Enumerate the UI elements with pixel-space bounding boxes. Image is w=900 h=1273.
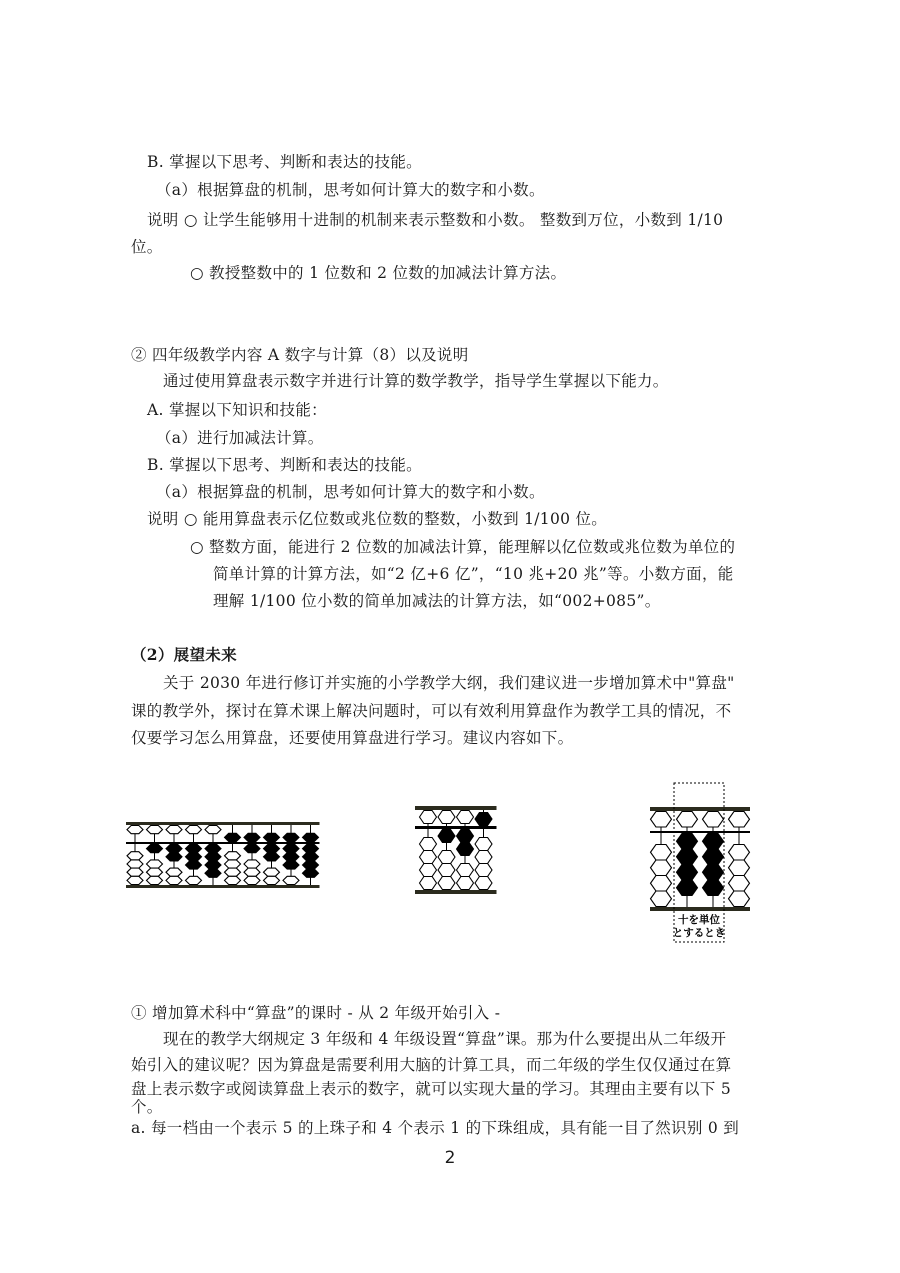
heaven-bead <box>283 833 299 841</box>
earth-bead <box>703 849 724 865</box>
grade4-b-heading: B. 掌握以下思考、判断和表达的技能。 <box>147 456 422 474</box>
earth-bead <box>703 880 724 896</box>
earth-bead <box>457 864 474 877</box>
earth-bead <box>166 853 182 861</box>
note-line-2: ○ 教授整数中的 1 位数和 2 位数的加减法计算方法。 <box>190 264 567 282</box>
earth-bead <box>127 860 143 868</box>
earth-bead <box>186 853 202 861</box>
earth-bead <box>729 860 750 876</box>
abacus-beam <box>415 826 497 829</box>
grade4-note-line-2: ○ 整数方面，能进行 2 位数的加减法计算，能理解以亿位数或兆位数为单位的 <box>190 538 736 556</box>
earth-bead <box>438 830 455 843</box>
earth-bead <box>475 838 492 851</box>
heaven-bead <box>205 826 221 834</box>
abacus-illustration-tens-unit <box>650 782 750 944</box>
section-1-heading: ① 增加算术科中“算盘”的课时 - 从 2 年级开始引入 - <box>131 1004 501 1022</box>
section-1-para-line-1: 现在的教学大纲规定 3 年级和 4 年级设置“算盘”课。那为什么要提出从二年级开 <box>163 1030 727 1048</box>
heaven-bead <box>147 826 163 834</box>
earth-bead <box>147 868 163 876</box>
heaven-bead <box>457 811 474 824</box>
heaven-bead <box>651 812 672 828</box>
grade4-note-line-1: 说明 ○ 能用算盘表示亿位数或兆位数的整数，小数到 1/100 位。 <box>147 510 608 528</box>
earth-bead <box>264 853 280 861</box>
b-skills-heading: B. 掌握以下思考、判断和表达的技能。 <box>147 153 422 171</box>
abacus-bottom-frame <box>650 907 750 911</box>
heaven-bead <box>420 811 437 824</box>
section-1-para-line-2: 始引入的建议呢？因为算盘是需要利用大脑的计算工具，而二年级的学生仅仅通过在算 <box>131 1056 732 1074</box>
earth-bead <box>703 834 724 850</box>
abacus-bottom-frame <box>415 890 497 894</box>
grade4-a-heading: A. 掌握以下知识和技能： <box>147 401 327 419</box>
earth-bead <box>186 876 202 884</box>
abacus-bottom-frame <box>126 885 320 888</box>
future-para-line-2: 课的教学外，探讨在算术课上解决问题时，可以有效利用算盘作为教学工具的情况，不 <box>131 702 732 720</box>
earth-bead <box>264 845 280 853</box>
earth-bead <box>303 869 319 877</box>
earth-bead <box>283 876 299 884</box>
earth-bead <box>186 861 202 869</box>
tens-unit-caption-line-1: 十を単位 <box>678 914 720 926</box>
earth-bead <box>186 845 202 853</box>
earth-bead <box>147 876 163 884</box>
earth-bead <box>457 877 474 890</box>
earth-bead <box>703 865 724 881</box>
future-para-line-3: 仅要学习怎么用算盘，还要使用算盘进行学习。建议内容如下。 <box>131 729 574 747</box>
note-line-1-continued: 位。 <box>131 238 163 256</box>
earth-bead <box>205 861 221 869</box>
earth-bead <box>147 860 163 868</box>
earth-bead <box>166 845 182 853</box>
earth-bead <box>420 864 437 877</box>
abacus-illustration-10-rods <box>126 822 322 888</box>
earth-bead <box>438 864 455 877</box>
earth-bead <box>127 868 143 876</box>
earth-bead <box>457 830 474 843</box>
earth-bead <box>420 877 437 890</box>
earth-bead <box>244 876 260 884</box>
earth-bead <box>205 853 221 861</box>
tens-unit-caption-line-2: とするとき <box>672 927 726 939</box>
abacus-illustration-4-rods <box>415 806 495 894</box>
heaven-bead <box>438 811 455 824</box>
abacus-top-frame <box>126 822 320 825</box>
earth-bead <box>244 868 260 876</box>
earth-bead <box>264 868 280 876</box>
earth-bead <box>283 845 299 853</box>
earth-bead <box>651 876 672 892</box>
earth-bead <box>127 852 143 860</box>
heaven-bead <box>186 826 202 834</box>
earth-bead <box>225 852 241 860</box>
earth-bead <box>420 838 437 851</box>
grade4-note-line-2-continued-1: 简单计算的计算方法，如“2 亿+6 亿”，“10 兆+20 兆”等。小数方面，能 <box>213 565 734 583</box>
grade4-heading: ② 四年级教学内容 A 数字与计算（8）以及说明 <box>131 346 469 364</box>
earth-bead <box>651 845 672 861</box>
heaven-bead <box>127 826 143 834</box>
abacus-top-frame <box>650 807 750 811</box>
heaven-bead <box>729 812 750 828</box>
earth-bead <box>244 860 260 868</box>
earth-bead <box>475 864 492 877</box>
heaven-bead <box>677 812 698 828</box>
grade4-note-line-2-continued-2: 理解 1/100 位小数的简单加减法的计算方法，如“002+085”。 <box>213 592 661 610</box>
earth-bead <box>438 851 455 864</box>
earth-bead <box>651 891 672 907</box>
abacus-beam <box>126 842 320 844</box>
earth-bead <box>303 853 319 861</box>
section-1-para-line-3: 盘上表示数字或阅读算盘上表示的数字，就可以实现大量的学习。其理由主要有以下 5 <box>131 1080 731 1098</box>
earth-bead <box>677 880 698 896</box>
earth-bead <box>729 891 750 907</box>
earth-bead <box>166 868 182 876</box>
earth-bead <box>729 845 750 861</box>
heaven-bead <box>264 833 280 841</box>
grade4-b-item: （a）根据算盘的机制，思考如何计算大的数字和小数。 <box>156 483 545 501</box>
earth-bead <box>283 861 299 869</box>
earth-bead <box>438 877 455 890</box>
earth-bead <box>475 851 492 864</box>
heaven-bead <box>166 826 182 834</box>
heaven-bead <box>703 812 724 828</box>
earth-bead <box>303 861 319 869</box>
grade4-a-item: （a）进行加减法计算。 <box>156 429 324 447</box>
earth-bead <box>677 849 698 865</box>
earth-bead <box>205 845 221 853</box>
heaven-bead <box>303 833 319 841</box>
earth-bead <box>420 851 437 864</box>
page-number: 2 <box>444 1148 456 1168</box>
earth-bead <box>475 877 492 890</box>
earth-bead <box>677 865 698 881</box>
grade4-intro: 通过使用算盘表示数字并进行计算的数学教学，指导学生掌握以下能力。 <box>163 372 669 390</box>
heaven-bead <box>475 813 492 826</box>
earth-bead <box>225 860 241 868</box>
earth-bead <box>651 860 672 876</box>
abacus-beam <box>650 831 750 833</box>
earth-bead <box>127 876 143 884</box>
earth-bead <box>166 876 182 884</box>
earth-bead <box>264 876 280 884</box>
earth-bead <box>205 869 221 877</box>
note-line-1: 说明 ○ 让学生能够用十进制的机制来表示整数和小数。 整数到万位，小数到 1/10 <box>147 211 724 229</box>
b-skills-item-a: （a）根据算盘的机制，思考如何计算大的数字和小数。 <box>156 181 545 199</box>
section-1-para-line-4: 个。 <box>131 1098 163 1116</box>
abacus-top-frame <box>415 806 497 810</box>
earth-bead <box>729 876 750 892</box>
future-heading: （2）展望未来 <box>131 645 237 664</box>
earth-bead <box>457 843 474 856</box>
earth-bead <box>677 834 698 850</box>
earth-bead <box>244 845 260 853</box>
earth-bead <box>225 876 241 884</box>
future-para-line-1: 关于 2030 年进行修订并实施的小学教学大纲，我们建议进一步增加算术中"算盘" <box>163 674 735 692</box>
earth-bead <box>283 853 299 861</box>
heaven-bead <box>225 833 241 841</box>
heaven-bead <box>244 833 260 841</box>
earth-bead <box>147 845 163 853</box>
earth-bead <box>303 845 319 853</box>
earth-bead <box>225 868 241 876</box>
section-1-item-a: a. 每一档由一个表示 5 的上珠子和 4 个表示 1 的下珠组成，具有能一目了然识别 0 到 <box>131 1119 740 1137</box>
